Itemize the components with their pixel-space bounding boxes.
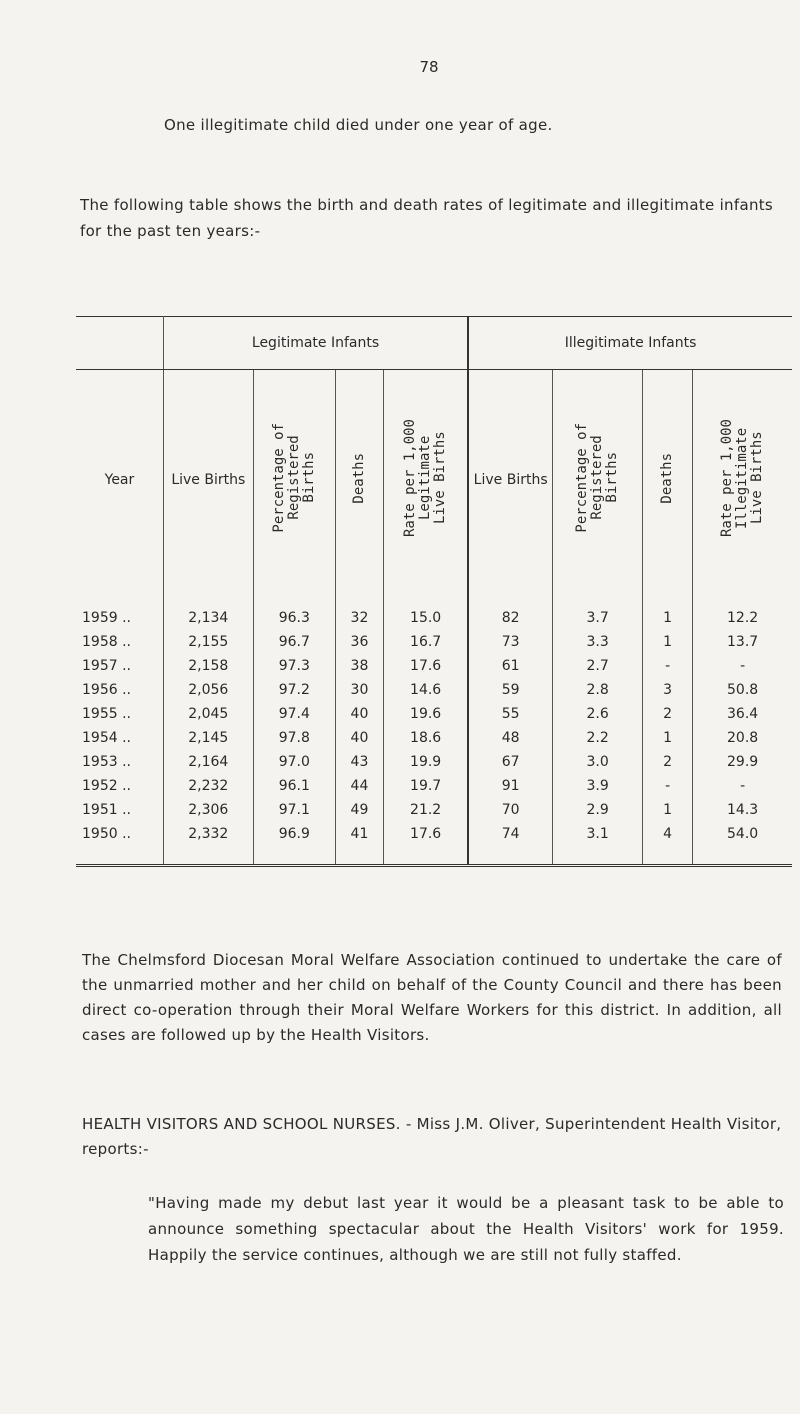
table-row bbox=[76, 798, 792, 822]
legit-rate-header-label: Rate per 1,000 Legitimate Live Births bbox=[402, 418, 449, 537]
legit-deaths-cell: 32 bbox=[335, 590, 383, 630]
legit-deaths-cell: 40 bbox=[335, 702, 383, 726]
illegit-rate-cell: 14.3 bbox=[693, 798, 792, 822]
year-cell: 1951 .. bbox=[82, 802, 131, 818]
illegit-percentage-cell: 2.2 bbox=[553, 726, 643, 750]
illegit-percentage-cell: 2.7 bbox=[553, 654, 643, 678]
illegit-percentage-cell: 3.3 bbox=[553, 630, 643, 654]
legit-live-births-cell: 2,164 bbox=[163, 750, 253, 774]
legit-deaths-header-label: Deaths bbox=[350, 452, 367, 504]
legit-rate-cell: 15.0 bbox=[384, 590, 469, 630]
legit-rate-cell: 19.7 bbox=[384, 774, 469, 798]
year-cell: 1959 .. bbox=[82, 610, 131, 626]
illegit-rate-header bbox=[693, 370, 792, 591]
table-group-header-row bbox=[76, 317, 792, 370]
illegit-rate-cell: - bbox=[693, 654, 792, 678]
legit-percentage-cell: 97.2 bbox=[253, 678, 335, 702]
legit-percentage-cell: 97.8 bbox=[253, 726, 335, 750]
year-cell: 1958 .. bbox=[82, 634, 131, 650]
illegit-live-births-cell: 61 bbox=[468, 654, 552, 678]
legit-deaths-cell: 40 bbox=[335, 726, 383, 750]
legit-live-births-cell: 2,306 bbox=[163, 798, 253, 822]
illegit-percentage-cell: 2.8 bbox=[553, 678, 643, 702]
legit-percentage-cell: 97.1 bbox=[253, 798, 335, 822]
illegit-deaths-cell: 3 bbox=[643, 678, 693, 702]
illegit-rate-cell: 12.2 bbox=[693, 590, 792, 630]
corner-cell bbox=[76, 317, 163, 370]
legit-deaths-cell: 30 bbox=[335, 678, 383, 702]
illegit-deaths-cell: 2 bbox=[643, 702, 693, 726]
illegit-deaths-cell: 4 bbox=[643, 822, 693, 866]
legit-rate-cell: 19.9 bbox=[384, 750, 469, 774]
legitimate-group-header: Legitimate Infants bbox=[163, 317, 468, 370]
legit-deaths-cell: 36 bbox=[335, 630, 383, 654]
legit-percentage-cell: 96.7 bbox=[253, 630, 335, 654]
moral-welfare-paragraph: The Chelmsford Diocesan Moral Welfare Association continued to undertake the care of the unmarried mother and her child on behalf of the County Council and there has been direct co-operation through their Moral Welfare Workers for this district. In addition, all cases are followed up by the Health Visitors. bbox=[82, 951, 782, 1044]
legit-live-births-header bbox=[163, 370, 253, 591]
legit-live-births-cell: 2,158 bbox=[163, 654, 253, 678]
table-row bbox=[76, 822, 792, 866]
illegit-rate-cell: - bbox=[693, 774, 792, 798]
legit-rate-header bbox=[384, 370, 469, 591]
health-visitors-heading-paragraph: HEALTH VISITORS AND SCHOOL NURSES. - Miss J.M. Oliver, Superintendent Health Visitor, reports:- bbox=[82, 1115, 782, 1158]
legit-live-births-cell: 2,232 bbox=[163, 774, 253, 798]
illegit-rate-cell: 20.8 bbox=[693, 726, 792, 750]
year-column-header: Year bbox=[104, 472, 135, 488]
illegit-percentage-header bbox=[553, 370, 643, 591]
year-cell: 1956 .. bbox=[82, 682, 131, 698]
intro-sentence: One illegitimate child died under one year of age. bbox=[164, 116, 553, 134]
legit-deaths-cell: 41 bbox=[335, 822, 383, 866]
legit-deaths-cell: 38 bbox=[335, 654, 383, 678]
legit-rate-cell: 14.6 bbox=[384, 678, 469, 702]
illegitimate-group-header: Illegitimate Infants bbox=[468, 317, 792, 370]
illegit-percentage-header-label: Percentage of Registered Births bbox=[574, 423, 621, 533]
legit-rate-cell: 17.6 bbox=[384, 822, 469, 866]
illegit-deaths-header-label: Deaths bbox=[659, 452, 676, 504]
illegit-rate-cell: 29.9 bbox=[693, 750, 792, 774]
legit-live-births-cell: 2,155 bbox=[163, 630, 253, 654]
legit-deaths-cell: 44 bbox=[335, 774, 383, 798]
legit-percentage-header-label: Percentage of Registered Births bbox=[270, 423, 317, 533]
illegit-live-births-header-label: Live Births bbox=[473, 472, 548, 488]
infant-rates-table bbox=[76, 316, 792, 867]
illegit-percentage-cell: 3.9 bbox=[553, 774, 643, 798]
legit-deaths-cell: 49 bbox=[335, 798, 383, 822]
legit-rate-cell: 16.7 bbox=[384, 630, 469, 654]
legit-percentage-cell: 96.1 bbox=[253, 774, 335, 798]
illegit-live-births-header bbox=[468, 370, 552, 591]
table-row bbox=[76, 590, 792, 630]
legit-live-births-cell: 2,332 bbox=[163, 822, 253, 866]
illegit-live-births-cell: 82 bbox=[468, 590, 552, 630]
illegit-live-births-cell: 70 bbox=[468, 798, 552, 822]
page-number: 78 bbox=[419, 58, 439, 76]
year-cell: 1955 .. bbox=[82, 706, 131, 722]
legit-live-births-header-label: Live Births bbox=[171, 472, 246, 488]
legit-rate-cell: 21.2 bbox=[384, 798, 469, 822]
illegit-live-births-cell: 91 bbox=[468, 774, 552, 798]
table-row bbox=[76, 750, 792, 774]
legit-rate-cell: 18.6 bbox=[384, 726, 469, 750]
legit-live-births-cell: 2,056 bbox=[163, 678, 253, 702]
report-quote-paragraph: "Having made my debut last year it would be a pleasant task to be able to announce something spectacular about the Health Visitors' work for 1959. Happily the service continues, although we are still not fully staffed. bbox=[148, 1194, 784, 1264]
legit-rate-cell: 17.6 bbox=[384, 654, 469, 678]
table-row bbox=[76, 774, 792, 798]
illegit-deaths-cell: 1 bbox=[643, 590, 693, 630]
legit-live-births-cell: 2,134 bbox=[163, 590, 253, 630]
legit-percentage-header bbox=[253, 370, 335, 591]
legit-deaths-header bbox=[335, 370, 383, 591]
table-intro-paragraph: The following table shows the birth and death rates of legitimate and illegitimate infants for the past ten years:- bbox=[80, 196, 774, 240]
illegit-live-births-cell: 55 bbox=[468, 702, 552, 726]
table-row bbox=[76, 630, 792, 654]
legit-percentage-cell: 97.0 bbox=[253, 750, 335, 774]
illegit-percentage-cell: 3.7 bbox=[553, 590, 643, 630]
illegit-rate-cell: 36.4 bbox=[693, 702, 792, 726]
year-cell: 1953 .. bbox=[82, 754, 131, 770]
illegit-live-births-cell: 74 bbox=[468, 822, 552, 866]
illegit-deaths-header bbox=[643, 370, 693, 591]
table-row bbox=[76, 678, 792, 702]
year-cell: 1954 .. bbox=[82, 730, 131, 746]
legit-percentage-cell: 96.9 bbox=[253, 822, 335, 866]
illegit-rate-cell: 50.8 bbox=[693, 678, 792, 702]
legit-percentage-cell: 97.4 bbox=[253, 702, 335, 726]
illegit-deaths-cell: 1 bbox=[643, 798, 693, 822]
illegit-deaths-cell: 1 bbox=[643, 630, 693, 654]
year-cell: 1950 .. bbox=[82, 826, 131, 842]
table-row bbox=[76, 654, 792, 678]
year-cell: 1957 .. bbox=[82, 658, 131, 674]
table-row bbox=[76, 726, 792, 750]
legit-rate-cell: 19.6 bbox=[384, 702, 469, 726]
illegit-live-births-cell: 73 bbox=[468, 630, 552, 654]
illegit-live-births-cell: 67 bbox=[468, 750, 552, 774]
table-column-header-row bbox=[76, 370, 792, 591]
table-row bbox=[76, 702, 792, 726]
illegit-percentage-cell: 3.1 bbox=[553, 822, 643, 866]
legit-live-births-cell: 2,045 bbox=[163, 702, 253, 726]
illegit-percentage-cell: 2.6 bbox=[553, 702, 643, 726]
illegit-percentage-cell: 3.0 bbox=[553, 750, 643, 774]
legit-percentage-cell: 96.3 bbox=[253, 590, 335, 630]
illegit-rate-cell: 13.7 bbox=[693, 630, 792, 654]
illegit-live-births-cell: 48 bbox=[468, 726, 552, 750]
illegit-rate-cell: 54.0 bbox=[693, 822, 792, 866]
year-cell: 1952 .. bbox=[82, 778, 131, 794]
illegit-deaths-cell: 1 bbox=[643, 726, 693, 750]
legit-percentage-cell: 97.3 bbox=[253, 654, 335, 678]
legit-live-births-cell: 2,145 bbox=[163, 726, 253, 750]
illegit-deaths-cell: - bbox=[643, 654, 693, 678]
legit-deaths-cell: 43 bbox=[335, 750, 383, 774]
illegit-deaths-cell: 2 bbox=[643, 750, 693, 774]
illegit-rate-header-label: Rate per 1,000 Illegitimate Live Births bbox=[719, 418, 766, 537]
illegit-percentage-cell: 2.9 bbox=[553, 798, 643, 822]
illegit-deaths-cell: - bbox=[643, 774, 693, 798]
table-body bbox=[76, 590, 792, 866]
illegit-live-births-cell: 59 bbox=[468, 678, 552, 702]
